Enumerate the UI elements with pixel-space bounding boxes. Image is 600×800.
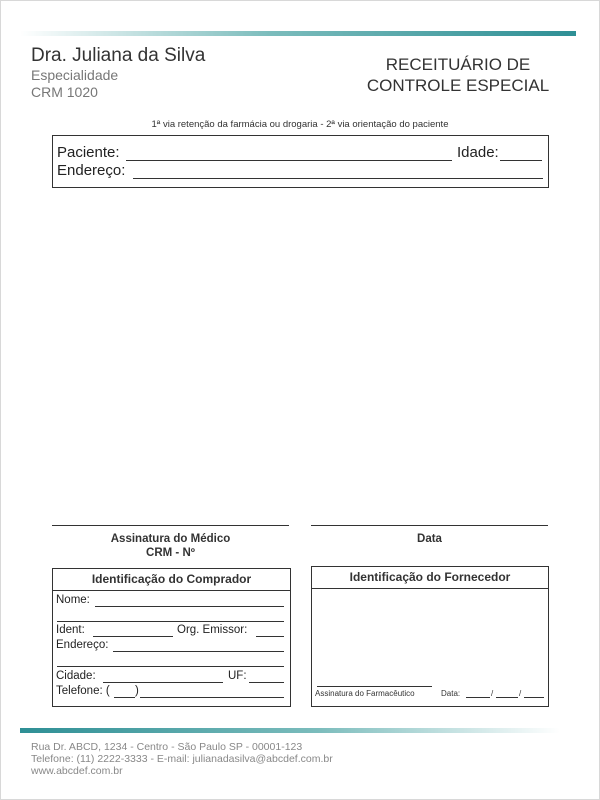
- date-signature-line[interactable]: [311, 525, 548, 526]
- supplier-identification-title: Identificação do Fornecedor: [312, 567, 548, 589]
- prescription-area[interactable]: [52, 195, 547, 515]
- buyer-identification-title: Identificação do Comprador: [53, 569, 290, 591]
- patient-address-label: Endereço:: [57, 162, 126, 179]
- supplier-date-day-field[interactable]: [466, 697, 490, 698]
- pharmacist-signature-label: Assinatura do Farmacêutico: [315, 689, 415, 698]
- age-field[interactable]: [500, 160, 542, 161]
- supplier-date-label: Data:: [441, 689, 461, 698]
- form-title-line2: CONTROLE ESPECIAL: [366, 76, 550, 95]
- buyer-issuer-label: Org. Emissor:: [177, 624, 248, 636]
- top-decorative-rule: [20, 31, 576, 36]
- patient-box: [52, 135, 549, 188]
- via-note: 1ª via retenção da farmácia ou drogaria - 2ª via orientação do paciente: [151, 119, 449, 130]
- supplier-date-sep1: /: [491, 689, 494, 698]
- buyer-city-field[interactable]: [103, 682, 223, 683]
- buyer-phone-label: Telefone: (: [56, 685, 110, 697]
- bottom-decorative-rule: [20, 728, 560, 733]
- supplier-date-year-field[interactable]: [524, 697, 544, 698]
- doctor-name: Dra. Juliana da Silva: [31, 45, 206, 66]
- form-title: [348, 54, 568, 96]
- buyer-identification-box: [52, 568, 291, 707]
- patient-address-field[interactable]: [133, 178, 543, 179]
- buyer-phone-paren: ): [135, 685, 139, 697]
- buyer-name-field[interactable]: [95, 606, 284, 607]
- supplier-date-sep2: /: [519, 689, 522, 698]
- buyer-name-label: Nome:: [56, 594, 90, 606]
- buyer-phone-area-field[interactable]: [114, 697, 135, 698]
- footer-address: Rua Dr. ABCD, 1234 - Centro - São Paulo SP - 00001-123: [31, 741, 303, 753]
- buyer-ident-field[interactable]: [93, 636, 173, 637]
- buyer-city-label: Cidade:: [56, 670, 96, 682]
- age-label: Idade:: [457, 144, 499, 161]
- buyer-issuer-field[interactable]: [256, 636, 284, 637]
- doctor-signature-line[interactable]: [52, 525, 289, 526]
- buyer-address-label: Endereço:: [56, 639, 109, 651]
- footer-website: www.abcdef.com.br: [31, 765, 123, 777]
- buyer-ident-label: Ident:: [56, 624, 85, 636]
- buyer-name-field-2[interactable]: [57, 621, 284, 622]
- buyer-uf-field[interactable]: [249, 682, 284, 683]
- doctor-crm: CRM 1020: [31, 84, 98, 100]
- supplier-identification-box: [311, 566, 549, 707]
- buyer-address-field[interactable]: [113, 651, 284, 652]
- patient-name-field[interactable]: [126, 160, 452, 161]
- supplier-date-month-field[interactable]: [496, 697, 518, 698]
- doctor-signature-label: [52, 532, 289, 560]
- doctor-crm-label: CRM - Nº: [146, 547, 195, 559]
- patient-label: Paciente:: [57, 144, 120, 161]
- doctor-specialty: Especialidade: [31, 67, 119, 83]
- doctor-signature-label-line1: Assinatura do Médico: [110, 533, 231, 545]
- buyer-address-field-2[interactable]: [57, 666, 284, 667]
- date-label: Data: [417, 533, 442, 545]
- buyer-phone-field[interactable]: [140, 697, 284, 698]
- pharmacist-signature-field[interactable]: [317, 686, 432, 687]
- form-title-line1: RECEITUÁRIO DE: [385, 55, 531, 74]
- buyer-uf-label: UF:: [228, 670, 247, 682]
- footer-contact: Telefone: (11) 2222-3333 - E-mail: julianadasilva@abcdef.com.br: [31, 753, 333, 765]
